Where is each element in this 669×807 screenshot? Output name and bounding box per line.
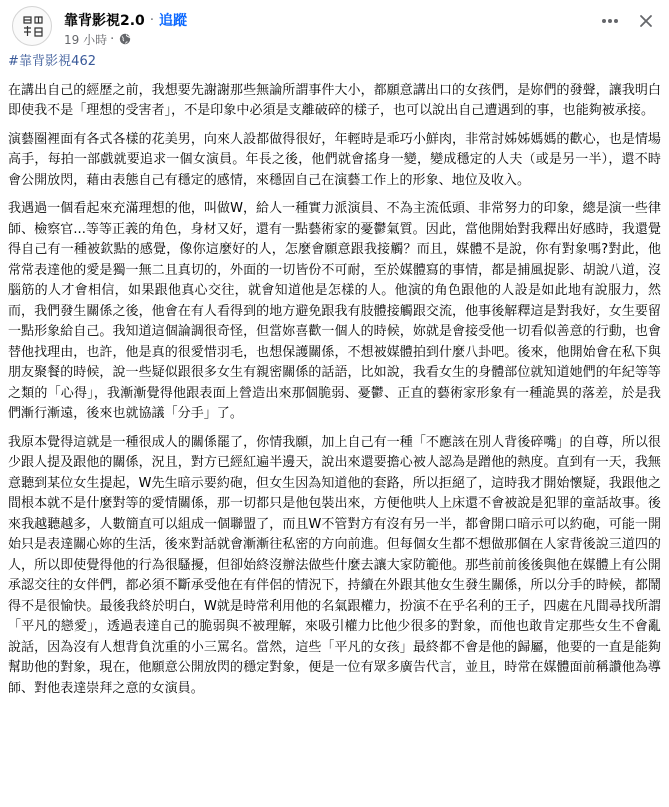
avatar-logo-icon	[21, 14, 45, 40]
post-timestamp[interactable]: 19 小時	[64, 32, 108, 47]
more-options-button[interactable]	[599, 10, 621, 32]
separator-dot: ·	[110, 31, 115, 47]
post-meta	[64, 31, 131, 47]
post-paragraph: 我原本覺得這就是一種很成人的關係罷了，你情我願，加上自己有一種「不應該在別人背後碎嘴」的自尊，所以很少跟人提及跟他的關係，況且，對方已經紅遍半邊天，說出來還要擔心被人認為是蹭他的熱度。直到有一天，我無意聽到某位女生提起，W先生暗示要約砲，但女生因為知道他的套路，所以拒絕了，這時我才開始懷疑，我跟他之間根本就不是什麼對等的愛情關係，那一切都只是他包裝出來，方便他哄人上床還不會被說是犯罪的童話故事。後來我越聽越多，人數簡直可以組成一個聯盟了，而且W不管對方有沒有另一半，都會開口暗示可以約砲，可能一開始只是表達關心妳的生活，後來對話就會漸漸往私密的方向前進。但每個女生都不想做那個在人家背後說三道四的人，所以即使覺得他的行為很騷擾，但卻始終沒辦法做些什麼去讓大家防範他。那些前前後後與他在媒體上有公開承認交往的女伴們，都必須不斷承受他在有伴侶的情況下，持續在外跟其他女生發生關係，所以分手的時候，都鬧得不是很愉快。最後我終於明白，W就是時常利用他的名氣跟權力，扮演不在乎名利的王子，四處在凡間尋找所謂「平凡的戀愛」，透過表達自己的脆弱與不被理解，來吸引權力比他少很多的對象，而他也敢肯定那些女生不會亂說話，因為沒有人想背負沈重的小三罵名。當然，這些「平凡的女孩」最終都不會是他的歸屬，他要的一直是能夠幫助他的對象，現在，他願意公開放閃的穩定對象，便是一位有眾多廣告代言，並且，時常在媒體面前稱讚他為導師、對他表達崇拜之意的女演員。	[8, 434, 661, 696]
post-paragraph: 演藝圈裡面有各式各樣的花美男，向來人設都做得很好，年輕時是乖巧小鮮肉，非常討姊姊媽媽的歡心，也是情場高手，每拍一部戲就要追求一個女演員。年長之後，他們就會搖身一變，變成穩定的人夫（或是另一半），還不時會公開放閃，藉由表態自己有穩定的感情，來穩固自己在演藝工作上的形象、地位及收入。	[8, 131, 661, 188]
author-name[interactable]: 靠背影視2.0	[64, 13, 145, 29]
post-paragraph: 在講出自己的經歷之前，我想要先謝謝那些無論所謂事件大小，都願意講出口的女孩們，是妳們的發聲，讓我明白即使我不是「理想的受害者」，不是印象中必須是支離破碎的樣子，也可以說出自己遭遇到的事，也能夠被承接。	[8, 82, 661, 118]
follow-button[interactable]: 追蹤	[158, 13, 187, 29]
more-horizontal-icon	[601, 18, 619, 24]
separator-dot: ·	[149, 12, 154, 28]
post-paragraph: 我遇過一個看起來充滿理想的他，叫做W，給人一種實力派演員、不為主流低頭、非常努力的印象，總是演一些律師、檢察官...等等正義的角色，身材又好，還有一點藝術家的憂鬱氣質。因此，當他開始對我釋出好感時，我還覺得自己有一種被欽點的感覺，像你這麼好的人，怎麼會願意跟我接觸？而且，媒體不是說，你有對象嗎?對此，他常常表達他的愛是獨一無二且真切的，外面的一切皆份不可耐，至於媒體寫的事情，都是捕風捉影、胡說八道，沒腦筋的人才會相信，如果跟他真心交往，就會知道他是怎樣的人。他演的角色跟他的人設是如此地有說服力，然而，我們發生關係之後，他會在有人看得到的地方避免跟我有肢體接觸跟交流，他事後解釋這是對我好，女生要留一點形象給自己。我知道這個論調很奇怪，但當妳喜歡一個人的時候，妳就是會接受他一切看似善意的行動，也會替他找理由，也許，他是真的很愛惜羽毛，也想保護關係，不想被媒體拍到什麼八卦吧。後來，他開始會在私下與朋友聚餐的時候，說一些疑似跟很多女生有親密關係的話語，比如說，我看女生的身體部位就知道她們的年紀等等之類的「心得」，我漸漸覺得他跟表面上營造出來那個脆弱、憂鬱、正直的藝術家形象有一種詭異的落差，於是我們漸行漸遠，後來也就協議「分手」了。	[8, 201, 661, 421]
hashtag-link[interactable]: #靠背影視462	[8, 54, 97, 69]
author-row	[64, 10, 187, 30]
globe-icon	[119, 33, 131, 45]
close-button[interactable]	[635, 10, 657, 32]
post-content	[8, 52, 661, 707]
close-icon	[639, 14, 653, 28]
post-header	[8, 4, 661, 48]
avatar[interactable]	[12, 6, 52, 46]
